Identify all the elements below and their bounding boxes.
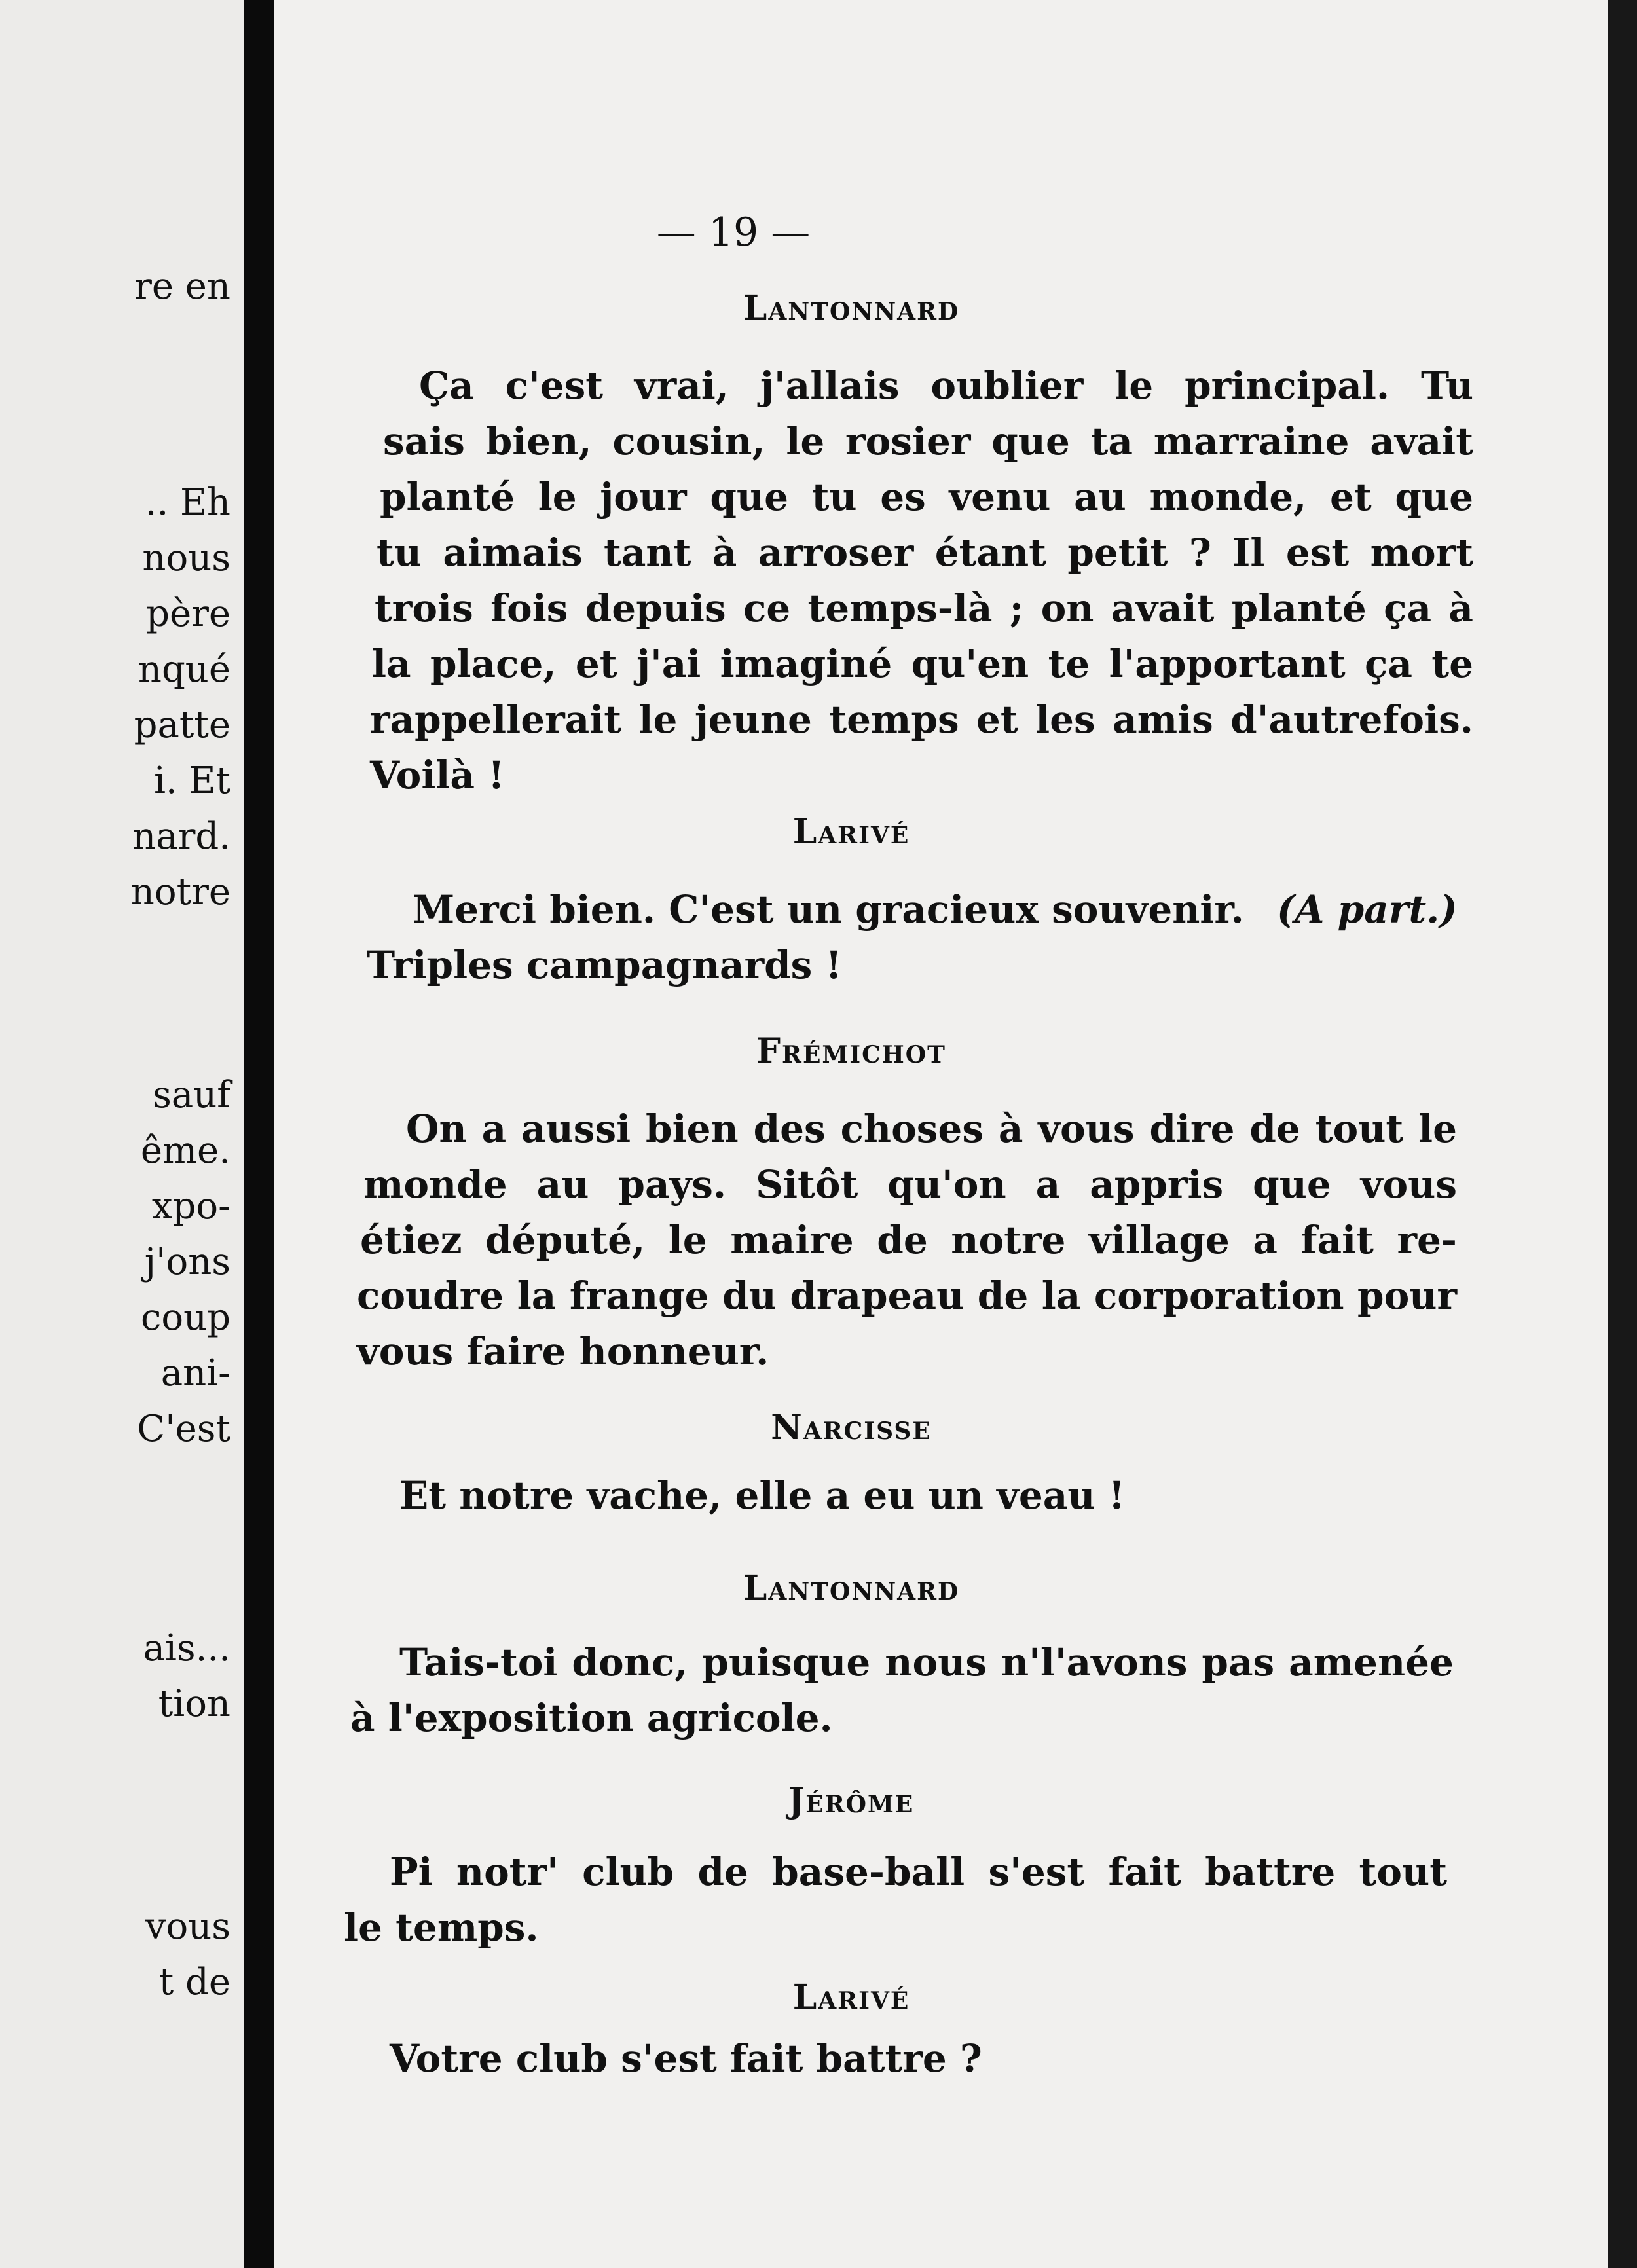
speaker-name: Lantonnard	[743, 1568, 960, 1608]
page-number: — 19 —	[656, 210, 811, 255]
left-text-fragment: coup	[141, 1296, 230, 1339]
dialogue-line: Votre club s'est fait battre ?	[390, 2036, 982, 2081]
dialogue-line: Merci bien. C'est un gracieux souvenir.	[413, 887, 1244, 932]
dialogue-line: monde au pays. Sitôt qu'on a appris que vous	[363, 1162, 1457, 1207]
dialogue-line: On a aussi bien des choses à vous dire de tout le	[406, 1107, 1457, 1151]
dialogue-line: la place, et j'ai imaginé qu'en te l'apportant ça te	[372, 642, 1473, 686]
dialogue-line: Ça c'est vrai, j'allais oublier le principal. Tu	[419, 363, 1473, 408]
stage-direction: (A part.)	[1277, 887, 1458, 932]
dialogue-line: Tais-toi donc, puisque nous n'l'avons pas amenée	[399, 1640, 1454, 1685]
left-text-fragment: nqué	[138, 648, 230, 691]
speaker-name: Jérôme	[788, 1781, 915, 1821]
left-text-fragment: père	[146, 593, 230, 635]
left-text-fragment: vous	[145, 1905, 230, 1948]
speaker-name: Frémichot	[756, 1031, 946, 1071]
left-text-fragment: xpo-	[151, 1185, 230, 1228]
left-page-fragment	[0, 0, 244, 2268]
speaker-name: Lantonnard	[743, 288, 960, 328]
dialogue-line: Pi notr' club de base-ball s'est fait battre tout	[390, 1850, 1447, 1894]
left-text-fragment: ême.	[140, 1129, 230, 1172]
dialogue-line: à l'exposition agricole.	[350, 1696, 833, 1740]
page-edge	[1608, 0, 1637, 2268]
speaker-name: Larivé	[792, 1977, 910, 2017]
left-text-fragment: C'est	[137, 1408, 230, 1450]
left-text-fragment: i. Et	[154, 759, 230, 802]
book-gutter	[244, 0, 274, 2268]
dialogue-line: trois fois depuis ce temps-là ; on avait planté ça à	[375, 586, 1473, 631]
left-text-fragment: nous	[142, 537, 230, 579]
left-text-fragment: notre	[130, 871, 230, 913]
dialogue-line: coudre la frange du drapeau de la corporation pour	[357, 1273, 1457, 1318]
left-text-fragment: .. Eh	[145, 481, 230, 524]
left-text-fragment: sauf	[153, 1074, 230, 1116]
dialogue-line: tu aimais tant à arroser étant petit ? Il est mort	[377, 530, 1473, 575]
left-text-fragment: j'ons	[144, 1241, 230, 1283]
dialogue-line: Et notre vache, elle a eu un veau !	[399, 1473, 1126, 1518]
left-text-fragment: tion	[158, 1683, 230, 1725]
left-text-fragment: patte	[134, 704, 230, 746]
left-text-fragment: ais...	[143, 1627, 230, 1670]
left-text-fragment: nard.	[132, 815, 230, 858]
dialogue-line: vous faire honneur.	[357, 1329, 769, 1374]
left-text-fragment: ani-	[160, 1352, 230, 1395]
left-text-fragment: re en	[134, 265, 230, 308]
dialogue-line: le temps.	[344, 1905, 539, 1950]
dialogue-line: Voilà !	[370, 753, 505, 797]
dialogue-line: planté le jour que tu es venu au monde, et que	[380, 475, 1473, 519]
speaker-name: Narcisse	[771, 1408, 932, 1448]
dialogue-line: rappellerait le jeune temps et les amis d'autrefois.	[370, 697, 1473, 742]
speaker-name: Larivé	[792, 812, 910, 852]
dialogue-line: Triples campagnards !	[367, 943, 842, 987]
left-text-fragment: t de	[158, 1961, 230, 2003]
dialogue-line: sais bien, cousin, le rosier que ta marraine avait	[383, 419, 1473, 464]
dialogue-line: étiez député, le maire de notre village a fait re-	[360, 1218, 1457, 1262]
